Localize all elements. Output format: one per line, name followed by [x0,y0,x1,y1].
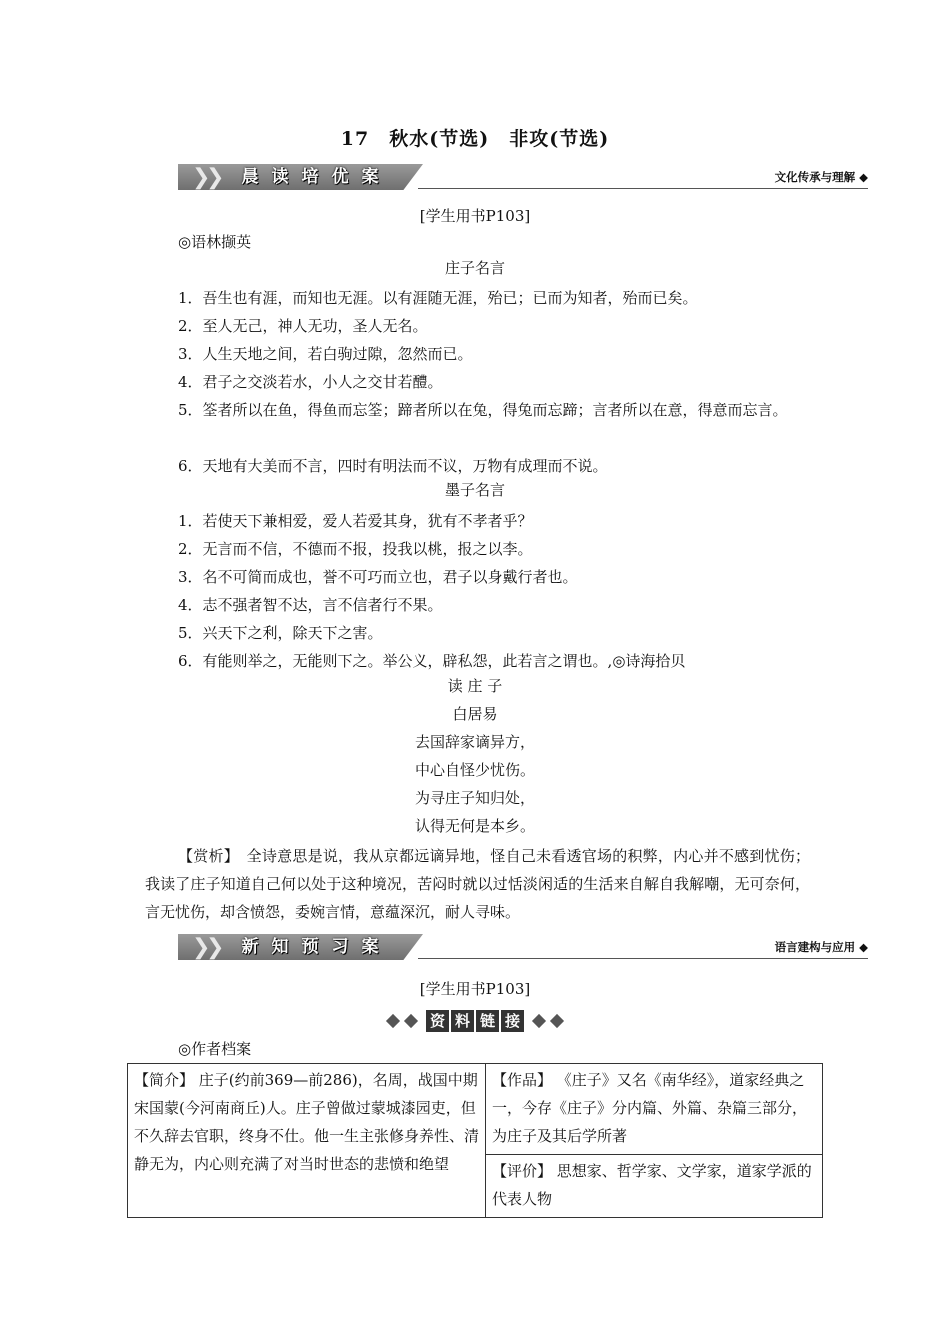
banner-char: 案 [361,167,379,187]
zhuangzi-heading: 庄子名言 [444,259,505,277]
page-title: 17 秋水(节选) 非攻(节选) [340,128,610,150]
chevron-right-icon: ❯ [192,165,211,190]
poem-line: 为寻庄子知归处， [414,789,535,807]
poem-line: 认得无何是本乡。 [414,817,535,835]
reference-text: [学生用书P103] [419,207,531,225]
diamond-icon [532,1014,546,1028]
banner-char: 新 [241,937,259,957]
resource-char: 链 [476,1010,499,1032]
analysis-label: 【赏析】 [178,847,232,865]
author-intro-cell: 【简介】 庄子(约前369—前286)，名周，战国中期宋国蒙(今河南商丘)人。庄子曾做过蒙城漆园吏，但不久辞去官职，终身不仕。他一生主张修身养性、清静无为，内心则充满了对当时世态的悲愤和绝望 [128,1064,486,1218]
diamond-icon: ◆ [859,940,868,954]
list-item: 4．志不强者智不达，言不信者行不果。 [178,596,443,614]
analysis-text: 全诗意思是说，我从京都远谪异地，怪自己未看透官场的积弊，内心并不感到忧伤；我读了庄子知道自己何以处于这种境况，苦闷时就以过恬淡闲适的生活来自解自我解嘲，无可奈何，言无忧伤，却含愤怨，委婉言情，意蕴深沉，耐人寻味。 [145,847,810,921]
list-item: 2．至人无己，神人无功，圣人无名。 [178,317,428,335]
list-item: 3．名不可简而成也，誉不可巧而立也，君子以身戴行者也。 [178,568,578,586]
list-item: 6．天地有大美而不言，四时有明法而不议，万物有成理而不说。 [178,457,608,475]
diamond-icon [404,1014,418,1028]
section-heading: ◎语林撷英 [178,233,252,251]
banner-char: 预 [301,937,319,957]
banner-label [238,166,382,188]
reference-text: [学生用书P103] [419,980,531,998]
list-item: 1．吾生也有涯，而知也无涯。以有涯随无涯，殆已；已而为知者，殆而已矣。 [178,289,698,307]
banner-char: 培 [301,167,319,187]
banner-new-knowledge [178,934,868,964]
analysis-paragraph [145,842,810,926]
list-item: 3．人生天地之间，若白驹过隙，忽然而已。 [178,345,473,363]
resource-char: 料 [451,1010,474,1032]
author-works-cell: 【作品】 《庄子》又名《南华经》，道家经典之一，今存《庄子》分内篇、外篇、杂篇三部分，为庄子及其后学所著 [486,1064,823,1155]
diamond-icon [550,1014,564,1028]
list-item: 2．无言而不信，不德而不报，投我以桃，报之以李。 [178,540,533,558]
list-item: 5．兴天下之利，除天下之害。 [178,624,383,642]
banner-morning-reading [178,164,868,194]
list-item: 5．筌者所以在鱼，得鱼而忘筌；蹄者所以在兔，得兔而忘蹄；言者所以在意，得意而忘言。 [178,401,788,419]
chevron-right-icon: ❯ [206,165,225,190]
list-item: 1．若使天下兼相爱，爱人若爱其身，犹有不孝者乎？ [178,512,533,530]
poem-title: 读 庄 子 [447,677,503,695]
section-heading: ◎作者档案 [178,1040,252,1058]
list-item: 4．君子之交淡若水，小人之交甘若醴。 [178,373,443,391]
resource-link-header [0,1010,950,1032]
author-table [127,1063,823,1218]
mozi-heading: 墨子名言 [444,481,505,499]
poem-author: 白居易 [452,705,498,723]
diamond-icon [386,1014,400,1028]
resource-char: 资 [426,1010,449,1032]
poem-line: 去国辞家谪异方， [414,733,535,751]
banner-char: 读 [271,167,289,187]
banner-label [238,936,382,958]
banner-char: 案 [361,937,379,957]
author-comment-cell: 【评价】 思想家、哲学家、文学家，道家学派的代表人物 [486,1155,823,1218]
banner-char: 晨 [241,167,259,187]
banner-right-label: 文化传承与理解 ◆ [774,170,868,184]
banner-rule [418,188,868,189]
chevron-right-icon: ❯ [192,935,211,960]
poem-line: 中心自怪少忧伤。 [414,761,535,779]
resource-char: 接 [501,1010,524,1032]
chevron-right-icon: ❯ [206,935,225,960]
banner-rule [418,958,868,959]
banner-char: 知 [271,937,289,957]
list-item: 6．有能则举之，无能则下之。举公义，辟私怨，此若言之谓也。,◎诗海拾贝 [178,652,686,670]
banner-right-label: 语言建构与应用 ◆ [774,940,868,954]
diamond-icon: ◆ [859,170,868,184]
banner-char: 优 [331,167,349,187]
banner-char: 习 [331,937,349,957]
